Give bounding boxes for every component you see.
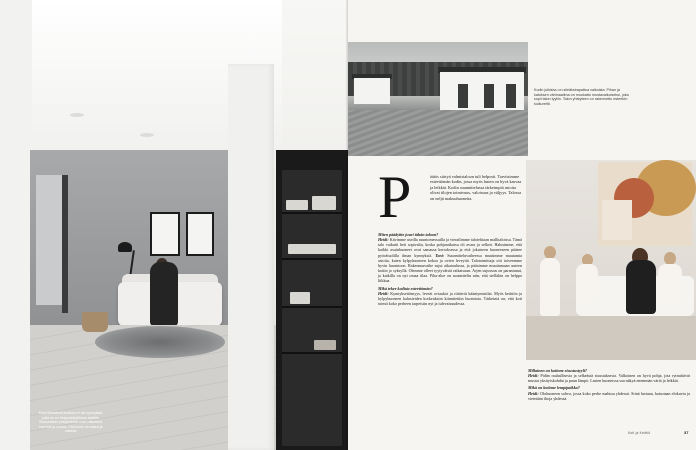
speaker-name: Heidi:	[528, 373, 541, 379]
house-window	[484, 84, 494, 108]
dishware	[286, 200, 308, 210]
ceiling-light	[140, 133, 154, 137]
basket	[82, 312, 108, 332]
interview-answer: Kävimme useilla asuntomessuilla ja vierailimme talotehtaan mallitaloissa. Tämä talo vaikutti heti sopivalta, koska pohjaratkaisu oli avara ja selkeä. Halusimme, että kaikki asuinhuoneet ovat samassa kerroksessa ja että jokaiseen huoneeseen pääsee pyörätuolilla ilman kynnyksiä.	[378, 237, 522, 258]
page-number: 37	[684, 430, 689, 435]
interview-answer: Olemme olleet tyytyväisiä ratkaisuun. Arjen sujuvuus on parantunut, ja kaikilla on nyt omaa tilaa. Piha-alue on suunniteltu niin, että sielläkin on helppo liikkua.	[378, 268, 523, 284]
cabinet-shelf	[282, 306, 342, 308]
intro-paragraph: äätös siirtyä valmistaloon tuli helposti. Tarvitsimme esteettömän kodin, jossa myös lasten on hyvä kasvaa ja leikkiä. Kodin suunnittelussa tärkeimpiä asioita olivat tilojen toimivuus, valoisuus ja väljyys. Talossa on neljä makuuhuonetta.	[430, 174, 522, 201]
wall	[0, 0, 32, 450]
floor	[526, 316, 696, 360]
child	[540, 258, 560, 316]
interview-question: Miten päädyitte juuri tähän taloon?	[378, 232, 439, 237]
dishware	[314, 340, 336, 350]
interview-question: Mikä on kotinne lempipaikka?	[528, 385, 580, 391]
wall-art-frame	[150, 212, 180, 256]
magazine-footer: Koti ja Keittiö	[628, 431, 651, 435]
speaker-name: Toni:	[435, 252, 448, 258]
child	[658, 264, 682, 304]
drop-cap: P	[378, 164, 412, 230]
interview-answer: Kynnyksettömyys, leveät oviaukot ja riittävät kääntymistilat. Myös keittiön ja kylpyhuoneen kalusteiden korkeuksiin kiinnitettiin huomiota. Tärkeintä on, että koti toimii koko perheen tarpeisiin nyt ja tulevaisuudessa.	[378, 290, 522, 307]
house-window	[458, 84, 468, 108]
house-photo-caption: Kodin julkisivu on sileäksirapattua valkoista. Pihan ja katoksen värimaailma on muokattu mustavalkoiseksi, joka sopii talon tyyliin. Talon yhteyteen on rakennettu esteetön kulkureitti.	[534, 88, 629, 107]
interview-answer: Pidän rauhallisesta ja selkeästä sisustuksesta. Valkoinen on hyvä pohja, jota rytmittävät mustat yksityiskohdat ja puun lämpö. Lasten huoneissa saa näkyä enemmän väriä ja leikkiä.	[528, 373, 690, 384]
dishware	[290, 292, 310, 304]
person-on-sofa	[150, 262, 178, 326]
cabinet-shelf	[282, 258, 342, 260]
dishware	[312, 196, 336, 210]
parent	[626, 260, 656, 314]
ceiling-light	[70, 113, 84, 117]
garage	[354, 78, 390, 104]
right-page	[348, 0, 696, 450]
house-exterior-photo	[348, 42, 528, 156]
pillar	[228, 64, 274, 450]
wall-art-frame	[186, 212, 214, 256]
house-window	[506, 84, 516, 108]
interview-answer: Olohuoneen sohva, jossa koko perhe mahtuu yhdessä. Siinä luetaan, katsotaan elokuvia ja vietetään iltoja yhdessä.	[528, 390, 691, 401]
article-column-1	[378, 230, 522, 306]
art-shape	[602, 200, 632, 240]
interview-question: Mikä tekee kodista esteettömän?	[378, 285, 433, 291]
speaker-name: Heidi:	[378, 290, 391, 296]
cabinet-shelf	[282, 352, 342, 354]
rug	[95, 326, 225, 358]
lamp-shade	[118, 242, 132, 252]
speaker-name: Heidi:	[378, 237, 390, 243]
photo-caption: Esteettömässä kodissa ei ole kynnyksiä, jotta se on helppokäyttöinen kaikille. Sisustuksen pohjavärinä ovat valkoinen, harmaa ja musta. Olohuone on avara ja valoisa.	[38, 411, 104, 434]
speaker-name: Heidi:	[528, 390, 540, 396]
child	[576, 264, 598, 300]
article-column-2	[528, 366, 690, 401]
family-photo	[526, 160, 696, 360]
curtain	[62, 175, 68, 313]
interview-answer: Suunnitteluvaiheessa muutimme muutamia asioita, kuten kylpyhuoneen kokoa ja ovien leveyttä. Talotoimittaja otti toiveemme hyvin huomioon. Rakennusvaihe sujui aikataulussa, ja pääsimme muuttamaan uuteen kotiin jo syksyllä.	[378, 252, 522, 274]
interview-question: Millainen on kotinne sisustustyyli?	[528, 368, 588, 373]
cabinet-shelf	[282, 212, 342, 214]
driveway	[348, 110, 528, 156]
dishware	[288, 244, 336, 254]
